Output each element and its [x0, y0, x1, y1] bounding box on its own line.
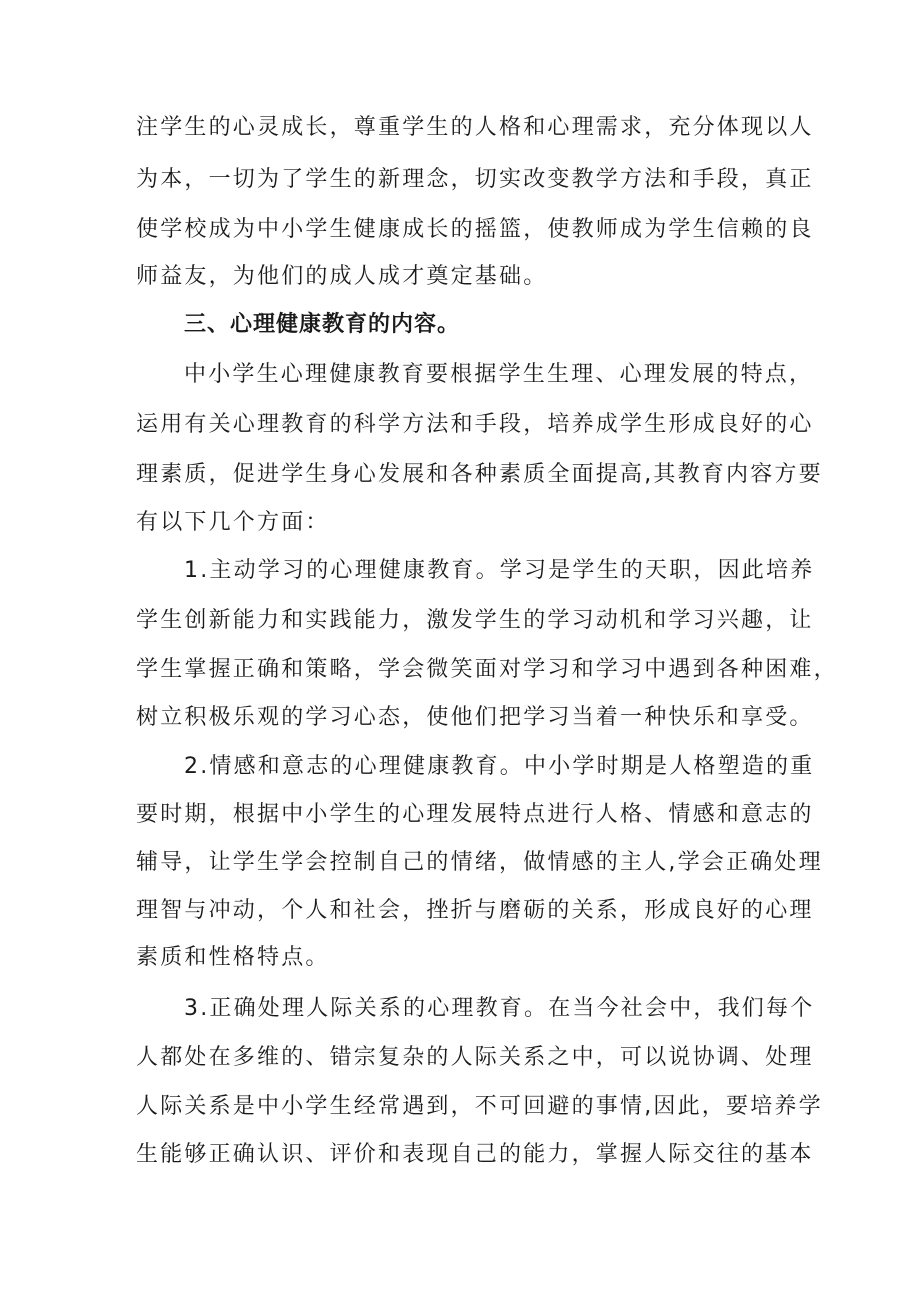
item-1-line-3: 学生掌握正确和策略，学会微笑面对学习和学习中遇到各种困难， — [136, 657, 838, 682]
paragraph-2-line-3: 理素质，促进学生身心发展和各种素质全面提高,其教育内容方要 — [136, 462, 823, 487]
item-1-line-2: 学生创新能力和实践能力，激发学生的学习动机和学习兴趣，让 — [136, 608, 814, 633]
paragraph-1-line-2: 为本，一切为了学生的新理念，切实改变教学方法和手段，真正 — [136, 167, 814, 192]
item-2-line-1: 2.情感和意志的心理健康教育。中小学时期是人格塑造的重 — [184, 754, 815, 779]
paragraph-2-line-2: 运用有关心理教育的科学方法和手段，培养成学生形成良好的心 — [136, 412, 814, 437]
item-1-line-1: 1.主动学习的心理健康教育。学习是学生的天职，因此培养 — [184, 558, 815, 583]
section-heading: 三、心理健康教育的内容。 — [184, 312, 461, 337]
item-1-line-4: 树立积极乐观的学习心态，使他们把学习当着一种快乐和享受。 — [136, 705, 814, 730]
item-3-line-3: 人际关系是中小学生经常遇到，不可回避的事情,因此，要培养学 — [136, 1094, 823, 1119]
paragraph-2-line-1: 中小学生心理健康教育要根据学生生理、心理发展的特点， — [184, 362, 814, 387]
paragraph-1-line-4: 师益友，为他们的成人成才奠定基础。 — [136, 264, 548, 289]
paragraph-1-line-3: 使学校成为中小学生健康成长的摇篮，使教师成为学生信赖的良 — [136, 217, 814, 242]
item-3-line-1: 3.正确处理人际关系的心理教育。在当今社会中，我们每个 — [184, 996, 815, 1021]
item-2-line-5: 素质和性格特点。 — [136, 945, 330, 970]
paragraph-2-line-4: 有以下几个方面： — [136, 510, 330, 535]
item-3-line-4: 生能够正确认识、评价和表现自己的能力，掌握人际交往的基本 — [136, 1142, 814, 1167]
item-2-line-4: 理智与冲动，个人和社会，挫折与磨砺的关系，形成良好的心理 — [136, 898, 814, 923]
paragraph-1-line-1: 注学生的心灵成长，尊重学生的人格和心理需求，充分体现以人 — [136, 115, 814, 140]
item-3-line-2: 人都处在多维的、错宗复杂的人际关系之中，可以说协调、处理 — [136, 1045, 814, 1070]
item-2-line-3: 辅导，让学生学会控制自己的情绪，做情感的主人,学会正确处理 — [136, 850, 823, 875]
item-2-line-2: 要时期，根据中小学生的心理发展特点进行人格、情感和意志的 — [136, 802, 814, 827]
